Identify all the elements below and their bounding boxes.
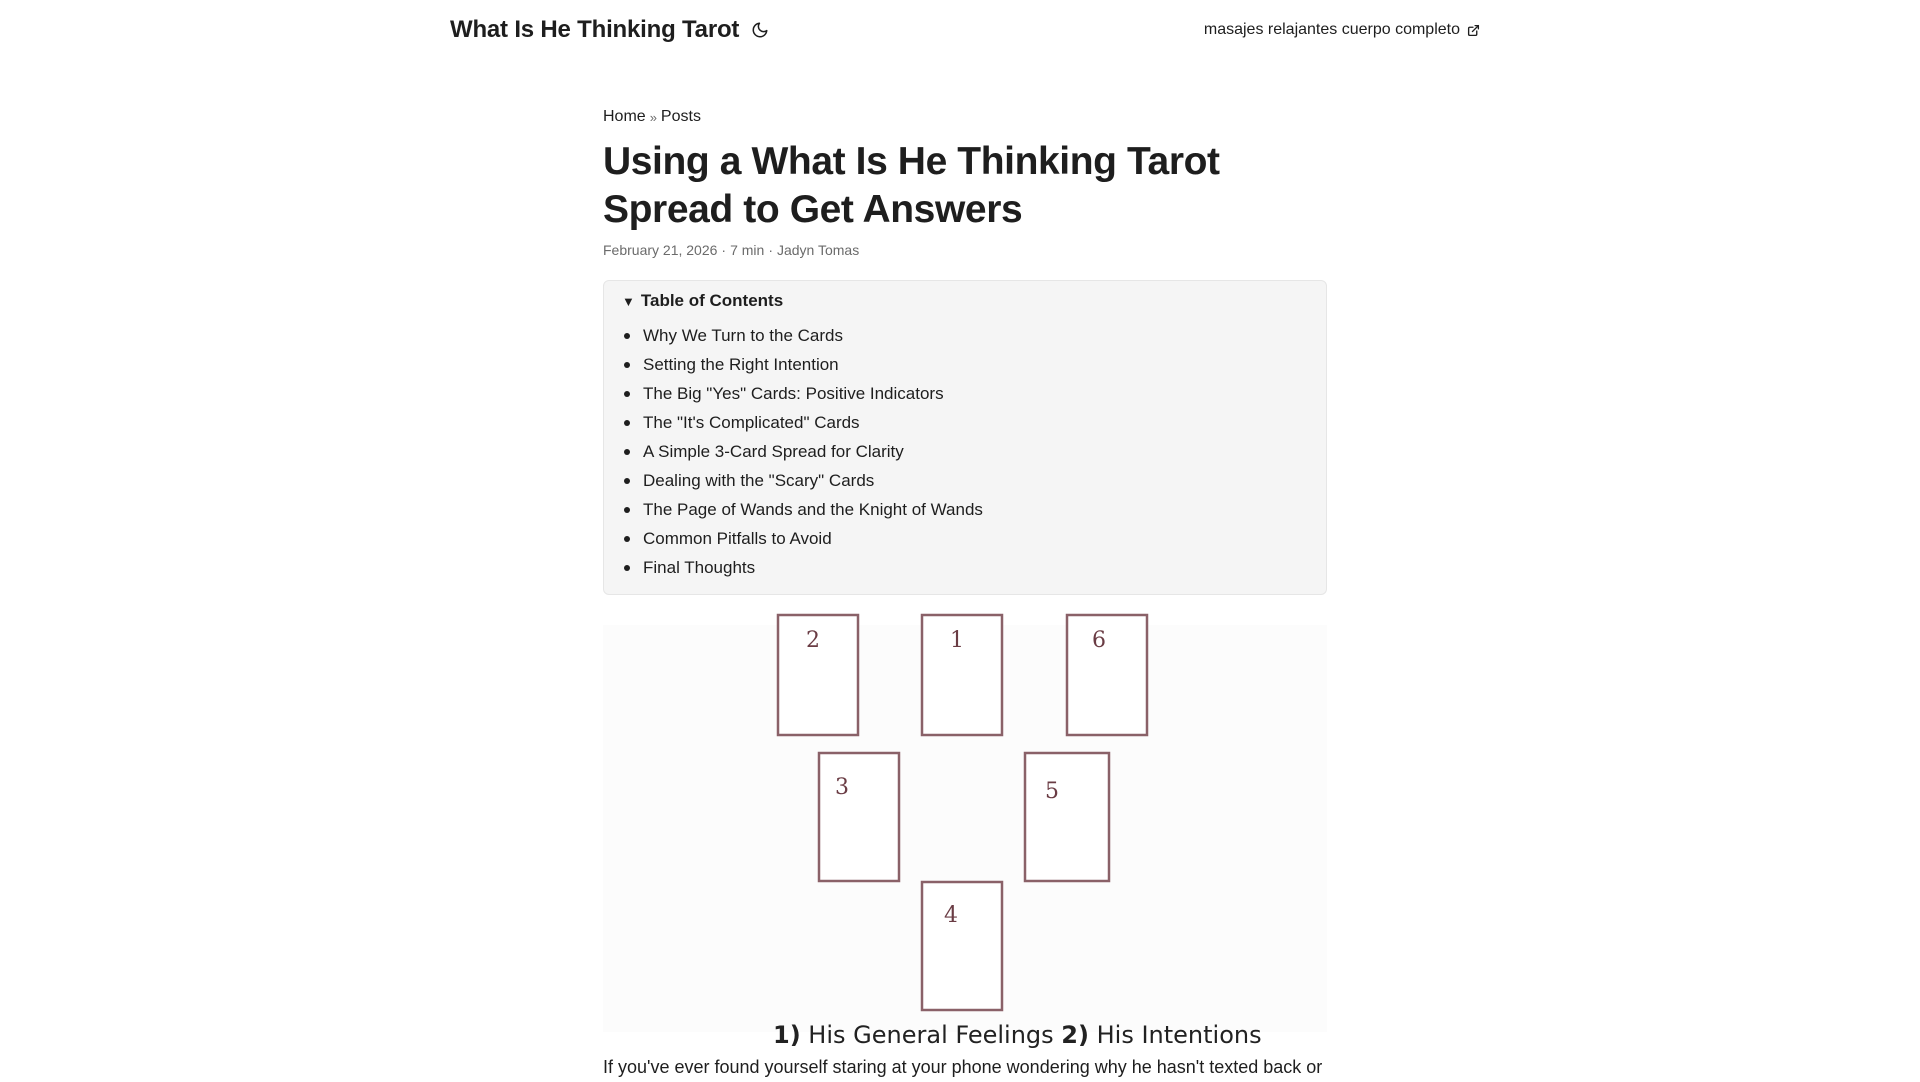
toc-link[interactable]: The "It's Complicated" Cards [643,412,860,432]
caption-number-1: 1) [773,1021,801,1049]
tarot-spread-image [603,625,1327,1049]
breadcrumb-separator: » [649,109,657,125]
article-intro-paragraph: If you've ever found yourself staring at your phone wondering why he hasn't texted back or [603,1057,1323,1077]
toc-link[interactable]: A Simple 3-Card Spread for Clarity [643,441,904,461]
toc-item [622,408,1308,437]
card-outline-6 [1067,615,1147,735]
caption-number-2: 2) [1061,1021,1089,1049]
card-number-5: 5 [1045,779,1059,804]
site-title-link[interactable]: What Is He Thinking Tarot [450,16,740,43]
post-read-time: 7 min [730,242,765,258]
card-number-2: 2 [806,628,820,653]
card-number-6: 6 [1092,628,1106,653]
breadcrumb-posts[interactable]: Posts [660,108,701,125]
card-number-4: 4 [944,903,958,928]
toc-item [622,321,1308,350]
meta-separator: · [721,242,727,258]
tarot-spread-diagram [603,625,1327,1049]
logo-wrap [450,16,769,44]
post-author: Jadyn Tomas [776,242,860,258]
toc-item [622,553,1308,582]
breadcrumb [603,108,1327,126]
toc-link[interactable]: Why We Turn to the Cards [643,325,843,345]
site-header [450,0,1480,60]
toc-link[interactable]: Setting the Right Intention [643,354,839,374]
toc-item [622,495,1308,524]
post-title: Using a What Is He Thinking Tarot Spread to Get Answers [603,140,1220,231]
breadcrumb-home[interactable]: Home [603,108,646,125]
table-of-contents [603,280,1327,595]
toc-item [622,350,1308,379]
card-outline-3 [819,753,899,881]
external-menu-link[interactable] [1204,21,1480,39]
spread-caption [773,1021,1262,1049]
toc-list [622,321,1308,582]
post-meta [603,242,1327,258]
toc-summary-toggle[interactable] [622,291,1308,311]
meta-separator: · [768,242,773,258]
toc-item [622,466,1308,495]
toc-item [622,437,1308,466]
toc-link[interactable]: Final Thoughts [643,557,756,577]
toc-link[interactable]: The Big "Yes" Cards: Positive Indicators [643,383,944,403]
toc-item [622,379,1308,408]
card-outline-5 [1025,753,1109,881]
toc-link[interactable]: The Page of Wands and the Knight of Wands [643,499,983,519]
moon-icon[interactable] [751,21,769,39]
toc-summary-label: Table of Contents [640,291,784,310]
toc-link[interactable]: Common Pitfalls to Avoid [643,528,832,548]
disclosure-triangle-icon: ▼ [622,293,635,309]
card-number-1: 1 [950,628,964,653]
toc-link[interactable]: Dealing with the "Scary" Cards [643,470,875,490]
external-link-label: masajes relajantes cuerpo completo [1203,21,1460,38]
post-main [603,108,1327,1082]
external-link-icon [1467,24,1480,37]
caption-text-1: His General Feelings [800,1021,1062,1049]
post-date: February 21, 2026 [603,242,718,258]
card-outline-4 [922,882,1002,1010]
card-number-3: 3 [835,775,849,800]
caption-text-2: His Intentions [1088,1021,1262,1049]
toc-item [622,524,1308,553]
